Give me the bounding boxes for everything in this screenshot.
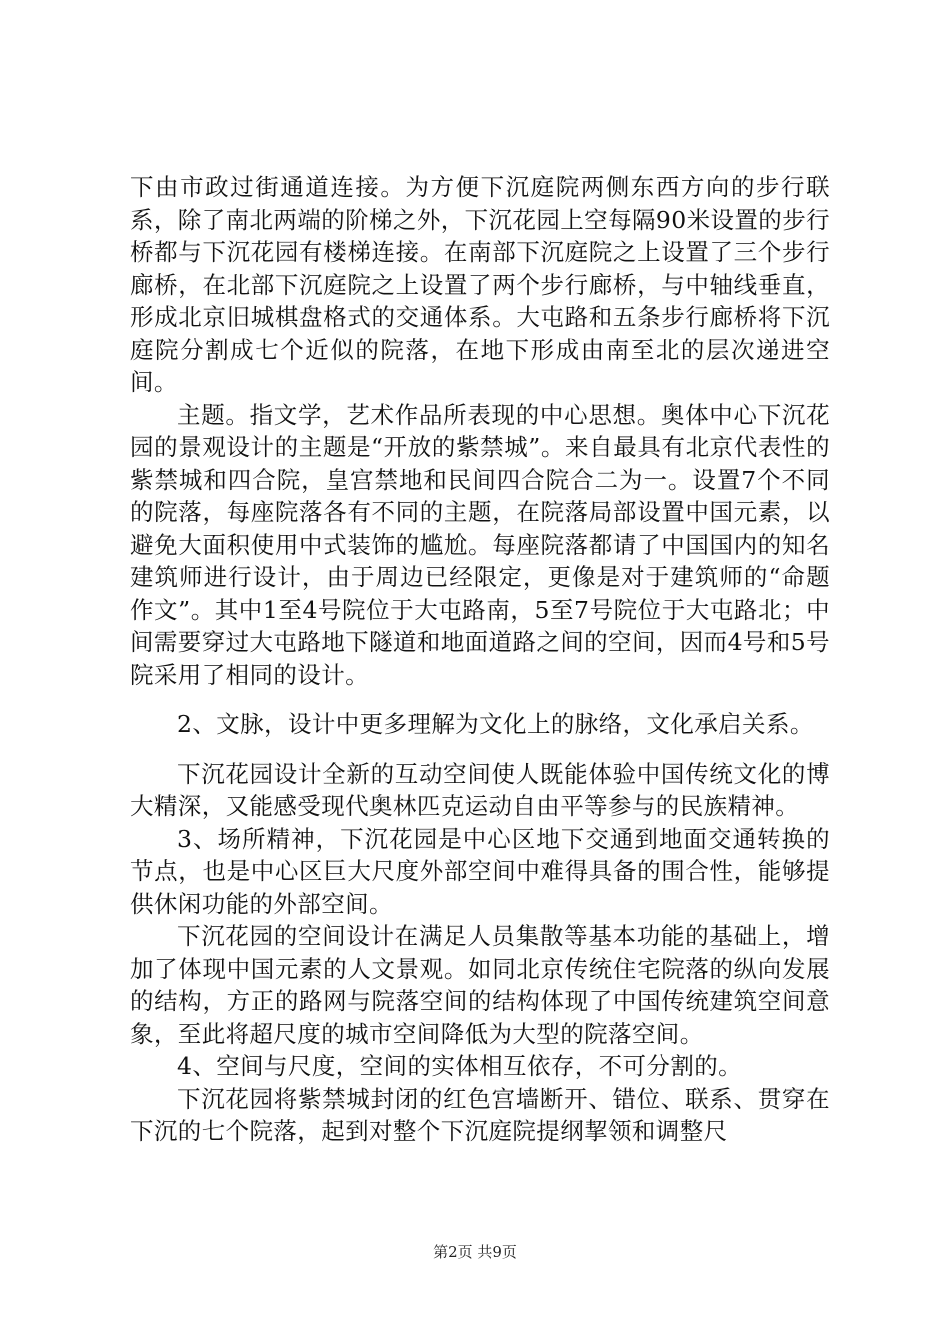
paragraph-interactive-space: 下沉花园设计全新的互动空间使人既能体验中国传统文化的博大精深，又能感受现代奥林匹克运动自由平等参与的民族精神。: [130, 759, 830, 820]
heading-spirit-of-place: 3、场所精神，下沉花园是中心区地下交通到地面交通转换的节点，也是中心区巨大尺度外部空间中难得具备的围合性，能够提供休闲功能的外部空间。: [130, 824, 830, 918]
paragraph-theme: 主题。指文学，艺术作品所表现的中心思想。奥体中心下沉花园的景观设计的主题是“开放的紫禁城”。来自最具有北京代表性的紫禁城和四合院，皇宫禁地和民间四合院合二为一。设置7个不同的院落，每座院落各有不同的主题，在院落局部设置中国元素，以避免大面积使用中式装饰的尴尬。每座院落都请了中国国内的知名建筑师进行设计，由于周边已经限定，更像是对于建筑师的“命题作文”。其中1至4号院位于大屯路南，5至7号院位于大屯路北；中间需要穿过大屯路地下隧道和地面道路之间的空间，因而4号和5号院采用了相同的设计。: [130, 400, 830, 689]
paragraph-palace-wall: 下沉花园将紫禁城封闭的红色宫墙断开、错位、联系、贯穿在下沉的七个院落，起到对整个下沉庭院提纲挈领和调整尺: [130, 1084, 830, 1145]
page-number-footer: 第2页 共9页: [433, 1243, 517, 1261]
paragraph-space-design: 下沉花园的空间设计在满足人员集散等基本功能的基础上，增加了体现中国元素的人文景观。如同北京传统住宅院落的纵向发展的结构，方正的路网与院落空间的结构体现了中国传统建筑空间意象，至此将超尺度的城市空间降低为大型的院落空间。: [130, 922, 830, 1048]
heading-context: 2、文脉，设计中更多理解为文化上的脉络，文化承启关系。: [177, 710, 814, 738]
heading-space-and-scale: 4、空间与尺度，空间的实体相互依存，不可分割的。: [177, 1052, 743, 1080]
document-body: [130, 171, 830, 1148]
paragraph-continuation: 下由市政过街通道连接。为方便下沉庭院两侧东西方向的步行联系，除了南北两端的阶梯之外，下沉花园上空每隔90米设置的步行桥都与下沉花园有楼梯连接。在南部下沉庭院之上设置了三个步行廊桥，在北部下沉庭院之上设置了两个步行廊桥，与中轴线垂直，形成北京旧城棋盘格式的交通体系。大屯路和五条步行廊桥将下沉庭院分割成七个近似的院落，在地下形成由南至北的层次递进空间。: [130, 173, 830, 396]
